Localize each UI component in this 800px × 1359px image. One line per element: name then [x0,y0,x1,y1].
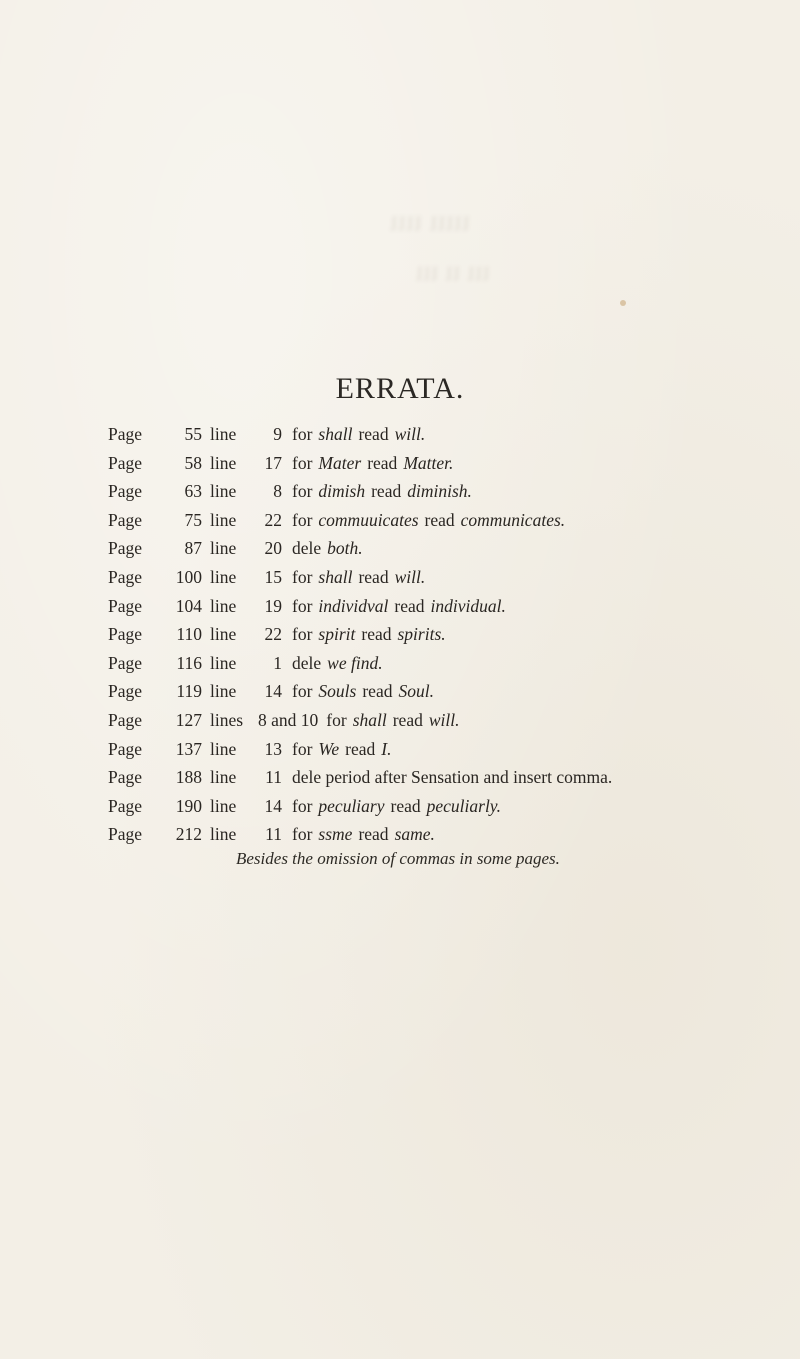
read-label: read [358,424,389,444]
page-label: Page [108,595,143,616]
line-label: line [210,538,237,559]
corrected-text: individual. [430,595,506,616]
correction-verb: for [292,481,313,502]
line-label: line [210,566,237,587]
errata-entry [108,792,788,821]
erroneous-text: shall [352,709,387,730]
page-label: Page [108,624,143,645]
page-label: Page [108,795,143,816]
errata-entry [108,763,788,792]
page-number: 190 [175,795,202,816]
errata-entry [108,820,788,849]
correction-verb: for [292,795,313,816]
page-number: 87 [184,538,202,559]
line-number: 1 [273,652,282,673]
line-number: 19 [264,595,282,616]
page-label: Page [108,709,143,730]
corrected-text: Matter. [403,452,454,473]
page-number: 188 [175,767,202,788]
line-label: line [210,595,237,616]
correction-verb: for [292,424,313,444]
page-number: 212 [175,824,202,845]
errata-entry [108,506,788,535]
page-title: ERRATA. [335,372,465,405]
page-number: 119 [176,681,202,702]
page-number: 63 [184,481,202,502]
errata-entry [108,649,788,678]
read-label: read [390,795,421,816]
read-label: read [394,595,425,616]
read-label: read [424,509,455,530]
read-label: read [358,566,389,587]
page-label: Page [108,481,143,502]
line-label: line [210,652,237,673]
page-label: Page [108,509,143,530]
erroneous-text: peculiary [318,795,385,816]
erroneous-text: shall [318,566,353,587]
correction-verb: dele [292,538,322,559]
read-label: read [367,452,398,473]
line-number: 14 [264,681,282,702]
line-number: 17 [264,452,282,473]
corrected-text: we find. [327,652,383,673]
errata-entry [108,449,788,478]
line-number: 14 [264,795,282,816]
line-label: line [210,681,237,702]
corrected-text: I. [381,738,392,759]
correction-verb: for [292,509,313,530]
corrected-text: Soul. [398,681,434,702]
line-number: 8 [273,481,282,502]
page-label: Page [108,767,143,788]
errata-entry [108,592,788,621]
read-label: read [361,624,392,645]
page-label: Page [108,681,143,702]
line-number: 11 [265,824,282,845]
corrected-text: same. [394,824,435,845]
correction-verb: dele period after Sensation and insert comma. [292,767,613,788]
corrected-text: peculiarly. [426,795,501,816]
erroneous-text: Mater [318,452,362,473]
corrected-text: will. [394,424,426,444]
corrected-text: will. [394,566,426,587]
line-label: line [210,509,237,530]
line-number: 22 [264,509,282,530]
errata-entry [108,620,788,649]
ink-spot [620,300,626,306]
line-number: 9 [273,424,282,444]
page-number: 116 [176,652,202,673]
errata-entry [108,735,788,764]
read-label: read [345,738,376,759]
line-number: 8 and 10 [258,709,319,730]
page-number: 127 [175,709,202,730]
errata-entry [108,563,788,592]
errata-entry [108,677,788,706]
line-label: line [210,767,237,788]
erroneous-text: We [318,738,340,759]
correction-verb: for [292,738,313,759]
page-label: Page [108,424,143,444]
errata-list [108,420,788,849]
correction-verb: for [326,709,347,730]
erroneous-text: dimish [318,481,366,502]
line-label: line [210,424,237,444]
page-label: Page [108,652,143,673]
line-label: line [210,624,237,645]
correction-verb: for [292,566,313,587]
page-number: 137 [175,738,202,759]
page-number: 75 [184,509,202,530]
correction-verb: for [292,595,313,616]
svg-text:ιιιιι ιιιι: ιιιιι ιιιι [389,204,470,237]
page-number: 104 [175,595,202,616]
erroneous-text: spirit [318,624,356,645]
page-number: 58 [184,452,202,473]
corrected-text: communicates. [460,509,566,530]
line-number: 13 [264,738,282,759]
line-label: line [210,452,237,473]
corrected-text: both. [327,538,363,559]
page-number: 100 [175,566,202,587]
errata-entry [108,420,788,449]
page-label: Page [108,824,143,845]
page-label: Page [108,538,143,559]
errata-entry [108,706,788,735]
line-number: 20 [264,538,282,559]
erroneous-text: Souls [318,681,357,702]
line-label: line [210,481,237,502]
correction-verb: for [292,824,313,845]
svg-text:ιιι ιι ιιι: ιιι ιι ιιι [415,256,490,287]
erroneous-text: individval [318,595,389,616]
line-label: line [210,824,237,845]
line-number: 22 [264,624,282,645]
page-number: 110 [176,624,202,645]
erroneous-text: ssme [318,824,353,845]
line-number: 11 [265,767,282,788]
line-label: lines [210,709,244,730]
corrected-text: will. [428,709,460,730]
correction-verb: dele [292,652,322,673]
corrected-text: spirits. [397,624,446,645]
read-label: read [362,681,393,702]
page-label: Page [108,738,143,759]
line-number: 15 [264,566,282,587]
errata-note: Besides the omission of commas in some pages. [236,849,560,868]
read-label: read [371,481,402,502]
line-label: line [210,738,237,759]
correction-verb: for [292,681,313,702]
page-label: Page [108,566,143,587]
correction-verb: for [292,624,313,645]
correction-verb: for [292,452,313,473]
read-label: read [358,824,389,845]
erroneous-text: shall [318,424,353,444]
page-number: 55 [184,424,202,444]
errata-entry [108,477,788,506]
page-label: Page [108,452,143,473]
corrected-text: diminish. [407,481,472,502]
erroneous-text: commuuicates [318,509,419,530]
bleed-through-marks [170,180,510,340]
line-label: line [210,795,237,816]
read-label: read [392,709,423,730]
errata-entry [108,534,788,563]
